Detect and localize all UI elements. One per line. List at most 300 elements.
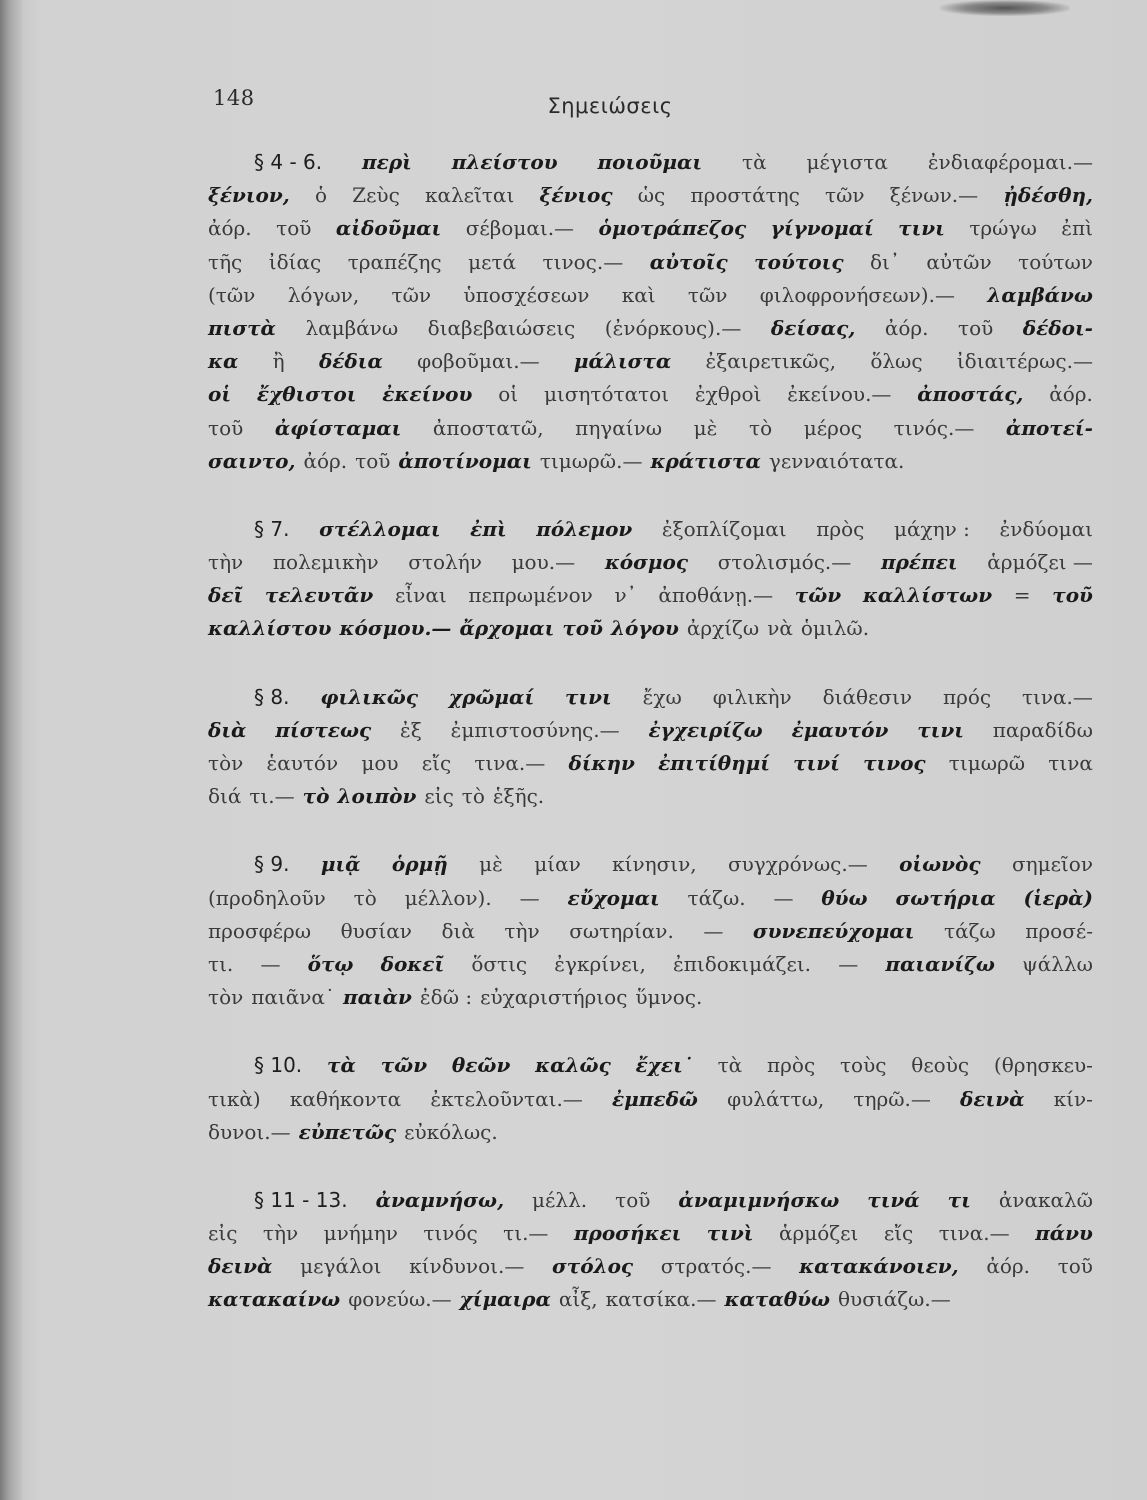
gloss-word: μέλλ. [532,1187,588,1212]
headword: ἀφίσταμαι [274,415,402,440]
headword: τῶν [794,583,842,608]
gloss-word: οἱ [498,382,519,407]
headword: τινι [565,684,612,709]
headword: δοκεῖ [380,951,445,976]
headword: στέλλομαι [319,516,441,541]
gloss-word: ἀόρ. [1049,382,1093,407]
gloss-word: ἰδιαιτέρως.— [956,349,1093,374]
paragraph-gap [208,1014,1093,1049]
headword: στόλος [552,1254,634,1279]
gloss-word: ἐξαιρετικῶς, [705,349,837,374]
headword: ἀποστάς, [917,382,1024,407]
gloss-word: ἐνδιαφέρομαι.— [927,150,1093,174]
gloss-word: φοβοῦμαι.— [417,349,540,374]
gloss-word: μισητότατοι [543,382,670,407]
section-marker: § 9. [254,852,290,877]
gloss-word: ἐπιδοκιμάζει. [672,951,812,976]
headword: τινά [867,1187,920,1212]
gloss-word: ἐδῶ : [419,985,473,1010]
headword: ὁμοτράπεζος [598,216,747,241]
gloss-word: τῶν [687,282,728,307]
gloss-word: ἐξοπλίζομαι [661,516,787,541]
section-marker: § 10. [254,1053,303,1078]
text-line [208,780,1093,813]
gloss-word: ὅλως [870,349,923,374]
text-line [208,146,1093,179]
gloss-word: ἀόρ. [884,315,929,340]
gloss-word: ἰδίας [268,249,322,274]
gloss-word: δι᾽ [870,249,900,274]
gloss-word: ἀρχίζω [686,616,760,641]
gloss-word: τῶν [391,282,432,307]
note-paragraph [208,848,1093,1014]
gloss-word: μου [361,751,399,775]
gloss-word: συγχρόνως.— [728,852,868,877]
gloss-word: μὲ [479,852,503,877]
gloss-word: διάθεσιν [822,684,913,709]
headword: πρέπει [880,550,958,575]
headword: ἔχει˙ [635,1053,693,1078]
text-line [208,681,1093,714]
gloss-word: τάζω. [687,885,746,910]
gloss-word: ἁρμόζει [778,1221,859,1246]
text-line [208,747,1093,780]
gloss-word: λόγων, [287,282,360,307]
gloss-word: τὸ [461,784,485,809]
gloss-word: γενναιότατα. [768,448,905,473]
gloss-word: θυσιάζω.— [838,1287,951,1312]
gloss-word: τὴν [208,550,244,575]
gloss-word: μάχην : [894,516,970,541]
gloss-word: τινα.— [1021,684,1093,709]
gloss-word: — [773,885,794,910]
headword: προσήκει [573,1221,682,1246]
gloss-word: πρός [942,684,992,709]
gloss-word: τινα.— [938,1221,1010,1246]
gloss-word: εὐκόλως. [404,1119,498,1144]
headword: καλλίστου [208,616,332,641]
gloss-word: τὸ [353,885,377,910]
headword: τὰ [327,1053,356,1078]
headword: κράτιστα [650,448,761,473]
text-line [208,882,1093,915]
headword: θύω [821,885,868,910]
gloss-word: ἢ [272,349,285,374]
note-paragraph [208,1049,1093,1149]
gloss-word: πολεμικὴν [272,550,379,575]
headword: τι [947,1187,971,1212]
headword: ᾐδέσθη, [1003,183,1093,208]
text-line [208,345,1093,378]
gloss-word: αὐτῶν [926,249,992,274]
gloss-word: πρὸς [767,1053,816,1078]
gloss-word: πρὸς [816,516,865,541]
text-line [208,513,1093,546]
headword: δείσας, [770,315,856,340]
headword: ἀποτεί- [1005,415,1093,440]
gloss-word: ἀόρ. [303,448,348,473]
headword: καλλίστων [862,583,993,608]
gloss-word: πεπρωμένον [468,583,593,608]
gloss-word: λαμβάνω [305,315,399,340]
text-line [208,1250,1093,1283]
gloss-word: καὶ [621,282,656,307]
paragraph-gap [208,478,1093,513]
text-line [208,981,1093,1014]
headword: λόγου [611,616,679,641]
headword: τούτοις [754,249,844,274]
gloss-word: (προδηλοῦν [208,885,326,910]
gloss-word: ὑποσχέσεων [463,282,590,307]
gloss-word: τοῦ [615,1187,651,1212]
gloss-word: μὲ [693,415,718,440]
gloss-word: ἁρμόζει — [987,550,1093,575]
text-line [208,1083,1093,1116]
gloss-word: θυσίαν [340,918,412,943]
gloss-word: τινός [423,1221,478,1246]
headword: οἱ [208,382,232,407]
gloss-word: μέγιστα [806,150,888,174]
text-line [208,714,1093,747]
gloss-word: τούτων [1018,249,1093,274]
gloss-word: ἐγκρίνει, [554,951,646,976]
headword: καταθύω [724,1287,831,1312]
gloss-word: ψάλλω [1022,951,1093,976]
gloss-word: τοῦ [1057,1254,1093,1279]
headword: παιανίζω [885,951,995,976]
gloss-word: ν᾽ [614,583,637,608]
gloss-word: τιμωρῶ.— [539,448,643,473]
headword: εὐπετῶς [298,1119,397,1144]
notes-body [208,146,1093,1317]
gloss-word: πηγαίνω [575,415,663,440]
text-line [208,179,1093,212]
gloss-word: εἰς [208,1221,238,1246]
gloss-word: τοὺς [839,1053,887,1078]
gloss-word: ξένων.— [889,183,979,208]
gloss-word: προστάτης [690,183,800,208]
gloss-word: θεοὺς [911,1053,970,1078]
headword: ἐπὶ [470,516,507,541]
headword: κατακαίνω [208,1287,341,1312]
text-line [208,246,1093,279]
text-line [208,612,1093,645]
headword: οἰωνὸς [899,852,981,877]
headword: πίστεως [275,717,372,742]
gloss-word: τὸν [208,751,244,775]
headword: συνεπεύχομαι [752,918,915,943]
gloss-word: ὕμνος. [635,985,703,1010]
gloss-word: μου.— [511,550,576,575]
gloss-word: τὴν [262,1221,299,1246]
gloss-word: παραδίδω [992,717,1093,742]
headword: δεινὰ [208,1254,273,1279]
headword: ὅτῳ [307,951,354,976]
gloss-word: ἐξ [400,717,422,742]
headword: ὁρμῇ [391,852,448,877]
gloss-word: τιμωρῶ [948,751,1026,775]
headword: δεινὰ [960,1086,1025,1111]
gloss-word: στολήν [408,550,482,575]
headword: λοιπὸν [337,784,417,809]
headword: περὶ [362,150,412,174]
gloss-word: τὸν [208,985,244,1010]
gloss-word: ἐνδύομαι [999,516,1093,541]
headword: κατακάνοιεν, [799,1254,959,1279]
gloss-word: μέλλον). [404,885,492,910]
paragraph-gap [208,813,1093,848]
gloss-word: διαβεβαιώσεις [427,315,576,340]
headword: λαμβάνω [987,282,1093,307]
headword: ξένιον, [208,183,290,208]
gloss-word: δυνοι.— [208,1119,291,1144]
gloss-word: ἀνακαλῶ [998,1187,1093,1212]
running-head: Σημειώσεις [547,94,673,118]
headword: πλείστου [451,150,558,174]
headword: εὔχομαι [567,885,660,910]
gloss-word: (τῶν [208,282,256,307]
gloss-word: μνήμην [323,1221,398,1246]
headword: δέδια [318,349,383,374]
gloss-word: φιλοφρονήσεων).— [759,282,955,307]
gloss-word: = [1013,583,1031,608]
gloss-word: στρατός.— [660,1254,772,1279]
gloss-word: τῆς [208,249,243,274]
headword: κόσμος [604,550,689,575]
gloss-word: ἐκτελοῦνται.— [430,1086,583,1111]
headword: ἐμαυτόν [791,717,889,742]
headword: τινὶ [706,1221,754,1246]
gloss-word: ἐμπιστοσύνης.— [450,717,620,742]
gloss-word: τρώγω [969,216,1037,241]
text-line [208,1116,1093,1149]
gloss-word: τινα [1048,751,1093,775]
note-paragraph [208,146,1093,478]
gloss-word: (ἐνόρκους).— [604,315,742,340]
gloss-word: σημεῖον [1011,852,1093,877]
gloss-word: τὰ [717,1053,743,1078]
gloss-word: φιλικὴν [712,684,792,709]
gloss-word: εἴς [883,1221,914,1246]
gloss-word: ὅστις [471,951,528,976]
gloss-word: σέβομαι.— [465,216,575,241]
gloss-word: Ζεὺς [352,183,400,208]
gloss-word: τὰ [742,150,767,174]
headword: τοῦ [1052,583,1093,608]
gloss-word: τινος.— [542,249,624,274]
headword: τελευτᾶν [264,583,374,608]
text-line [208,1283,1093,1316]
gloss-word: στολισμός.— [717,550,852,575]
gloss-word: εὐχαριστήριος [480,985,628,1010]
gloss-word: διὰ [441,918,475,943]
headword: πιστὰ [208,315,276,340]
text-line [208,1049,1093,1082]
gloss-word: τοῦ [958,315,994,340]
paragraph-gap [208,646,1093,681]
headword: ἔχθιστοι [256,382,357,407]
headword: ἐγχειρίζω [648,717,763,742]
headword: μάλιστα [573,349,672,374]
gloss-word: ἀποστατῶ, [432,415,544,440]
gloss-word: — [838,951,859,976]
gloss-word: — [703,918,724,943]
headword: ἐκείνου [382,382,473,407]
page-number: 148 [213,86,255,110]
paragraph-gap [208,1149,1093,1184]
gloss-word: κατσίκα.— [605,1287,717,1312]
gloss-word: τὸ [749,415,773,440]
headword: μιᾷ [320,852,361,877]
gloss-word: καλεῖται [424,183,515,208]
text-line [208,546,1093,579]
gloss-word: διά [208,784,242,809]
gloss-word: κίν- [1053,1086,1093,1111]
gloss-word: προσέ- [1025,918,1093,943]
headword: δίκην [568,751,635,775]
gloss-word: ὁ [314,183,327,208]
headword: φιλικῶς [320,684,419,709]
gloss-word: μετά [468,249,517,274]
gloss-word: σωτηρίαν. [569,918,674,943]
headword: ἀναμνήσω, [375,1187,505,1212]
gloss-word: ἑξῆς. [492,784,545,809]
gloss-word: κίνδυνοι.— [409,1254,525,1279]
gloss-word: προσφέρω [208,918,312,943]
headword: δεῖ [208,583,244,608]
gloss-word: τι.— [503,1221,549,1246]
text-line [208,212,1093,245]
gloss-word: τηρῶ.— [853,1086,931,1111]
text-line [208,948,1093,981]
section-marker: § 11 - 13. [254,1187,348,1212]
note-paragraph [208,1184,1093,1317]
headword: κόσμου.— [339,616,452,641]
gloss-word: φονεύω.— [348,1287,452,1312]
text-line [208,412,1093,445]
scan-smudge [940,0,1070,16]
gloss-word: ἀποθάνῃ.— [658,583,774,608]
gloss-word: τραπέζης [347,249,442,274]
gloss-word: ἐχθροὶ [694,382,762,407]
gloss-word: ἑαυτόν [266,751,339,775]
headword: πάνυ [1035,1221,1093,1246]
headword: ἐπιτίθημί [658,751,770,775]
headword: τινι [917,717,964,742]
headword: (ἱερὰ) [1023,885,1093,910]
headword: ξένιος [539,183,613,208]
headword: καλῶς [535,1053,611,1078]
headword: τὸ [302,784,330,809]
gloss-word: τι. [208,951,234,976]
gloss-word: τάζω [944,918,996,943]
section-marker: § 7. [254,516,290,541]
text-line [208,579,1093,612]
headword: θεῶν [451,1053,511,1078]
gloss-word: ὁμιλῶ. [800,616,870,641]
headword: τινος [863,751,926,775]
gloss-word: εἶναι [394,583,447,608]
headword: χρῶμαί [448,684,535,709]
headword: τινί [793,751,840,775]
gloss-word: εἴς [421,751,452,775]
headword: αἰδοῦμαι [335,216,442,241]
gloss-word: ὡς [637,183,666,208]
gloss-word: — [260,951,281,976]
gloss-word: ἀόρ. [208,216,252,241]
text-line [208,848,1093,881]
gloss-word: — [519,885,540,910]
gloss-word: τι.— [249,784,295,809]
headword: τοῦ [562,616,604,641]
text-line [208,279,1093,312]
gloss-word: τινα.— [474,751,546,775]
gloss-word: κίνησιν, [612,852,697,877]
text-line [208,312,1093,345]
gloss-word: ἀόρ. [986,1254,1031,1279]
gloss-word: τοῦ [276,216,312,241]
gloss-word: φυλάττω, [727,1086,825,1111]
text-line [208,445,1093,478]
headword: κα [208,349,239,374]
gloss-word: τῶν [825,183,865,208]
gloss-word: τὴν [504,918,540,943]
headword: δέδοι- [1022,315,1093,340]
headword: τινι [898,216,945,241]
gloss-word: τοῦ [355,448,391,473]
section-marker: § 4 - 6. [254,150,323,174]
headword: διὰ [208,717,247,742]
headword: αὐτοῖς [649,249,728,274]
gloss-word: ἐκείνου.— [787,382,892,407]
gloss-word: τικὰ) [208,1086,261,1111]
text-line [208,1217,1093,1250]
note-paragraph [208,681,1093,814]
text-line [208,915,1093,948]
gloss-word: εἰς [424,784,454,809]
gloss-word: ἔχω [642,684,682,709]
text-line [208,1184,1093,1217]
gloss-word: αἶξ, [558,1287,598,1312]
headword: σαιντο, [208,448,296,473]
headword: πόλεμον [536,516,633,541]
headword: σωτήρια [895,885,996,910]
gloss-word: μεγάλοι [300,1254,382,1279]
headword: ἐμπεδῶ [611,1086,698,1111]
gloss-word: (θρησκευ- [993,1053,1093,1078]
headword: παιὰν [342,985,412,1010]
note-paragraph [208,513,1093,646]
headword: χίμαιρα [459,1287,551,1312]
gloss-word: καθήκοντα [289,1086,402,1111]
gloss-word: τοῦ [208,415,244,440]
headword: τῶν [380,1053,428,1078]
headword: ἄρχομαι [459,616,555,641]
gloss-word: νὰ [767,616,793,641]
gloss-word: παιᾶνα˙ [251,985,335,1010]
gloss-word: τινός.— [893,415,975,440]
section-marker: § 8. [254,684,290,709]
text-line [208,378,1093,411]
binding-edge [0,0,22,1500]
gloss-word: ἐπὶ [1061,216,1093,241]
headword: ποιοῦμαι [597,150,703,174]
gloss-word: μίαν [534,852,581,877]
gloss-word: μέρος [803,415,863,440]
headword: ἀναμιμνήσκω [678,1187,840,1212]
headword: γίγνομαί [770,216,874,241]
headword: ἀποτίνομαι [398,448,532,473]
